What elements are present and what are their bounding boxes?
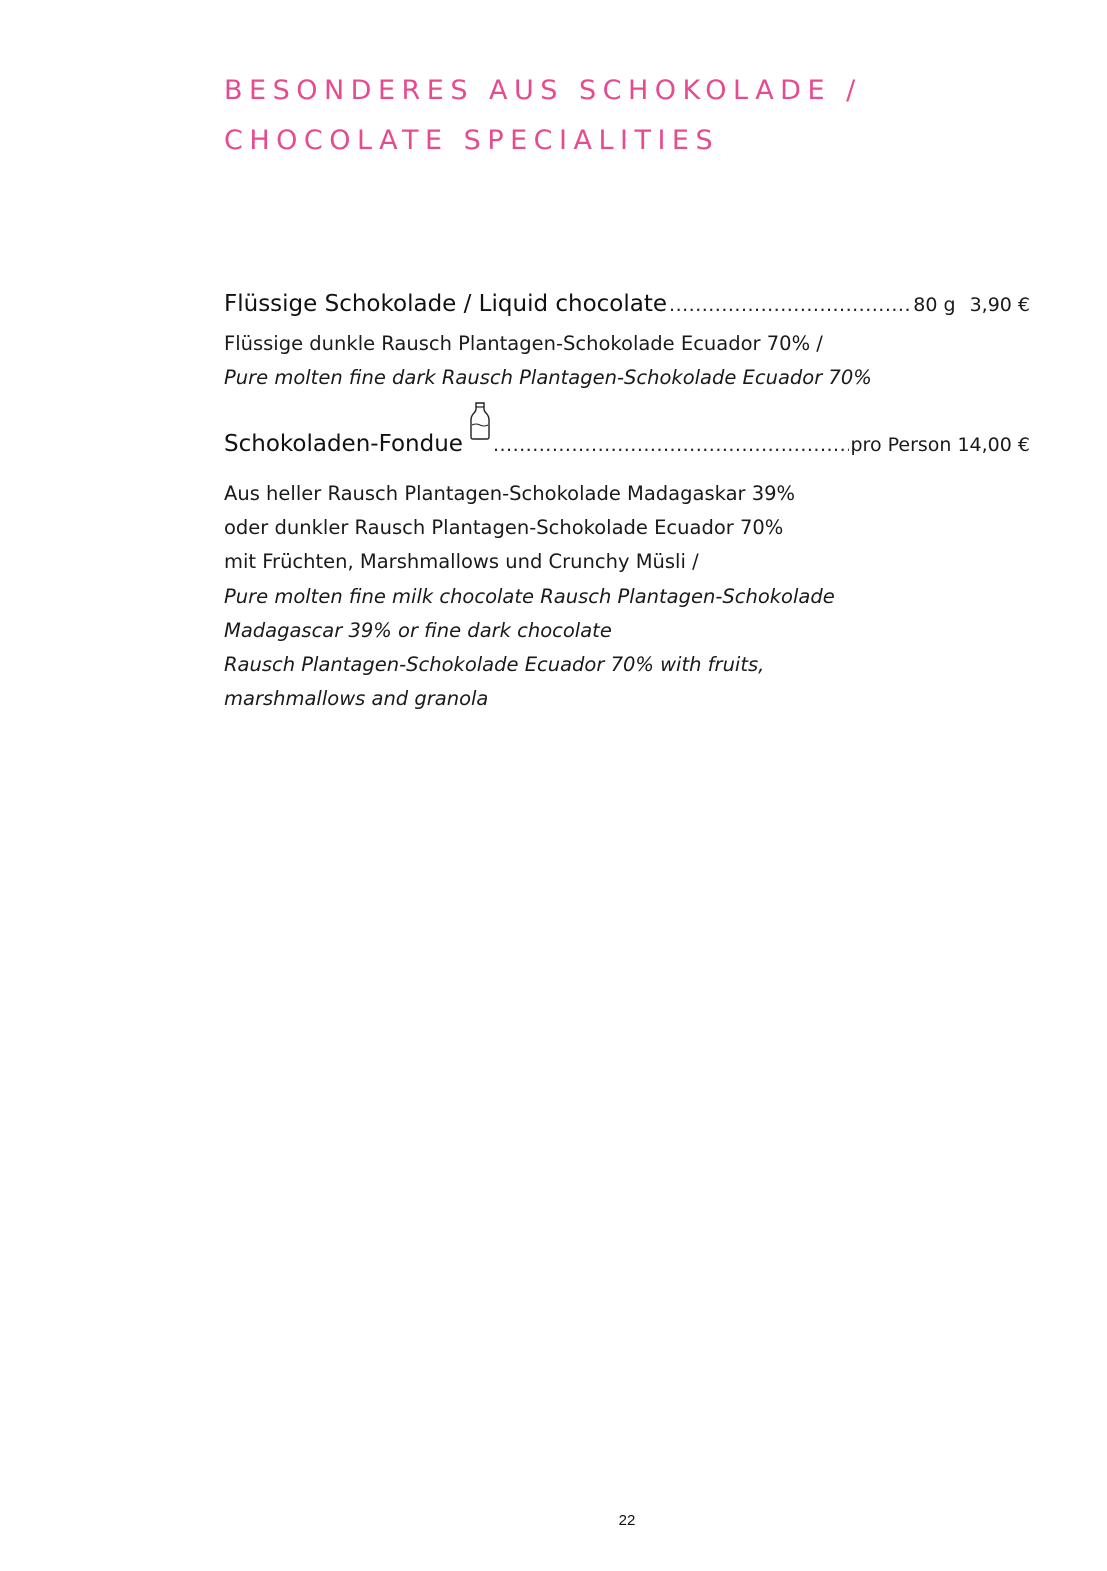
item-name: Schokoladen-Fondue (224, 431, 463, 457)
milk-bottle-icon (469, 401, 491, 441)
item-quantity: pro Person (850, 434, 952, 456)
item-description-en-line: Pure molten fine milk chocolate Rausch Plantagen-Schokolade (224, 584, 835, 608)
item-name: Flüssige Schokolade / Liquid chocolate (224, 291, 668, 317)
item-description-line: mit Früchten, Marshmallows und Crunchy Müsli / (224, 550, 699, 574)
item-description-en-line: marshmallows and granola (224, 687, 489, 711)
item-price: 3,90 € (969, 294, 1030, 316)
item-description-line: Aus heller Rausch Plantagen-Schokolade Madagaskar 39% (224, 482, 796, 505)
dot-leader (493, 434, 849, 456)
item-description-line: Flüssige dunkle Rausch Plantagen-Schokolade Ecuador 70% / (224, 332, 823, 355)
item-description-line: oder dunkler Rausch Plantagen-Schokolade Ecuador 70% (224, 516, 784, 540)
item-description-en-line: Rausch Plantagen-Schokolade Ecuador 70% with fruits, (224, 653, 765, 677)
item-title-row (224, 411, 1030, 477)
dot-leader (669, 294, 911, 316)
menu-item-chocolate-fondue (224, 411, 1030, 716)
page-number: 22 (618, 1512, 636, 1529)
page-heading (224, 66, 862, 166)
menu-item-liquid-chocolate (224, 291, 1030, 395)
heading-line-2: CHOCOLATE SPECIALITIES (224, 125, 720, 156)
item-description-en-line: Madagascar 39% or fine dark chocolate (224, 618, 612, 642)
heading-line-1: BESONDERES AUS SCHOKOLADE / (224, 75, 862, 106)
item-description-en-line: Pure molten fine dark Rausch Plantagen-Schokolade Ecuador 70% (224, 366, 872, 390)
item-title-row (224, 291, 1030, 327)
item-price: 14,00 € (957, 434, 1030, 456)
item-quantity: 80 g (913, 294, 956, 316)
